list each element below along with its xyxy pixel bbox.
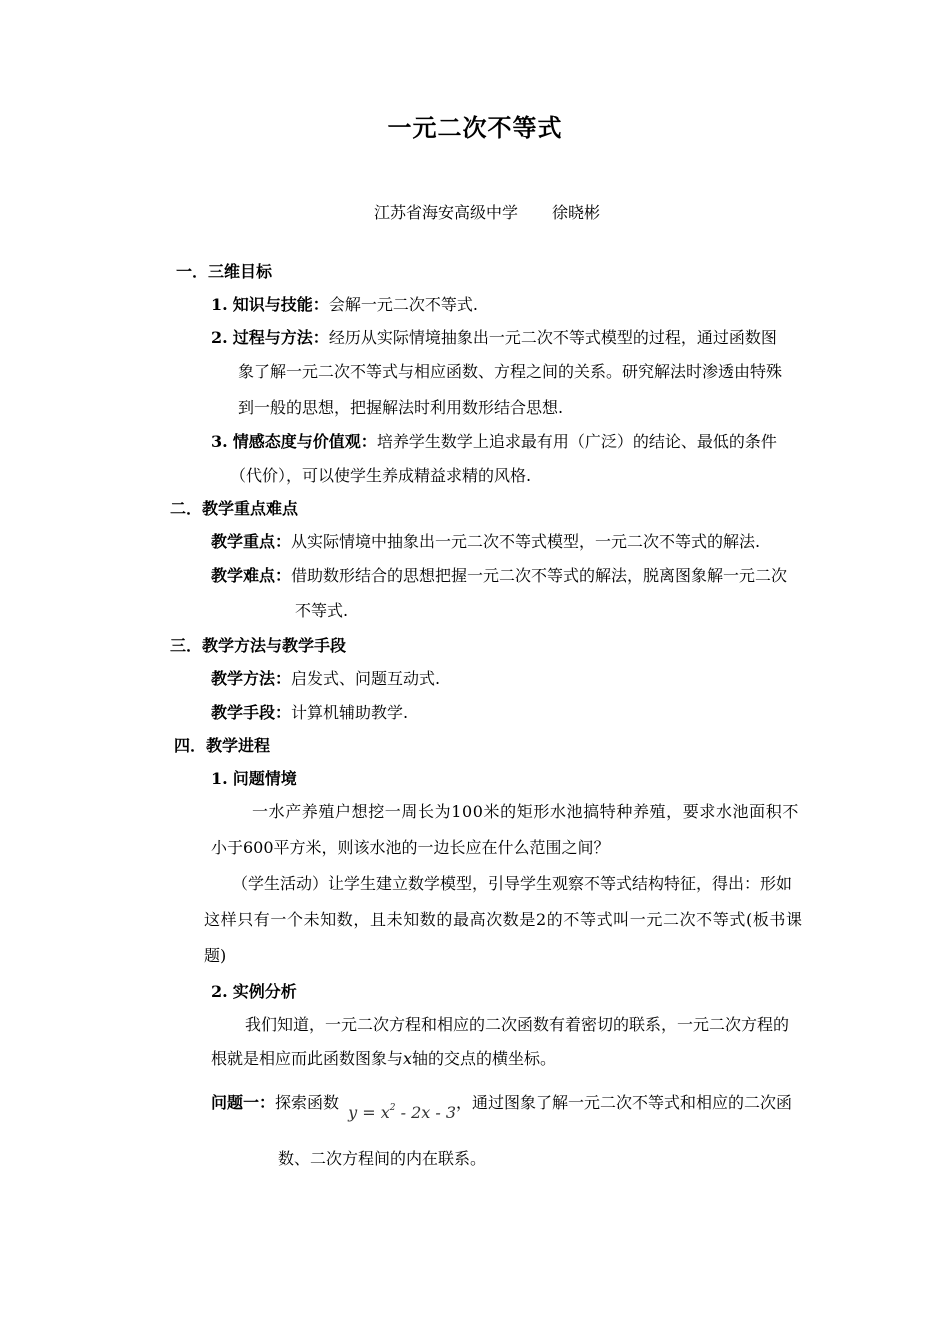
teaching-key-point: [211, 532, 760, 552]
objective-2: [211, 328, 777, 348]
author-name: 徐晓彬: [552, 203, 601, 222]
section-3-heading: 三．教学方法与教学手段: [170, 636, 347, 655]
section-1-heading: 一．三维目标: [176, 262, 273, 281]
teaching-method-text: 启发式、问题互动式.: [291, 669, 441, 688]
objective-3-text-line2: （代价），可以使学生养成精益求精的风格.: [230, 466, 532, 485]
problem-paragraph-line2: 小于600平方米，则该水池的一边长应在什么范围之间？: [211, 838, 610, 857]
subsection-1-title: 问题情境: [232, 769, 297, 788]
section-2-heading: 二．教学重点难点: [170, 499, 299, 518]
objective-1: [211, 295, 478, 315]
teaching-key-text: 从实际情境中抽象出一元二次不等式模型，一元二次不等式的解法.: [291, 532, 761, 551]
question-1: [211, 1088, 793, 1122]
teaching-difficulty: [211, 566, 787, 586]
subsection-1-num: 1.: [211, 769, 228, 788]
objective-3-label: 情感态度与价值观：: [232, 432, 377, 451]
objective-3-num: 3.: [211, 432, 228, 451]
objective-1-num: 1.: [211, 295, 228, 314]
activity-paragraph-line2: 这样只有一个未知数，且未知数的最高次数是2的不等式叫一元二次不等式(板书课: [204, 910, 803, 929]
author-line: [374, 203, 600, 223]
teaching-key-label: 教学重点：: [211, 532, 292, 551]
teaching-means-text: 计算机辅助教学.: [291, 703, 409, 722]
objective-1-label: 知识与技能：: [232, 295, 329, 314]
objective-3: [211, 432, 777, 452]
analysis-paragraph-line2: [211, 1049, 556, 1069]
subsection-2-num: 2.: [211, 982, 228, 1001]
question-1-label: 问题一：: [211, 1093, 276, 1112]
variable-x: x: [403, 1049, 413, 1068]
analysis-line2-part1: 根就是相应而此函数图象与: [211, 1049, 404, 1068]
objective-2-text-line2: 象了解一元二次不等式与相应函数、方程之间的关系。研究解法时渗透由特殊: [238, 362, 783, 381]
question-1-text-line2: 数、二次方程间的内在联系。: [278, 1149, 487, 1168]
objective-2-num: 2.: [211, 328, 228, 347]
formula-exponent: 2: [389, 1103, 396, 1113]
objective-2-label: 过程与方法：: [232, 328, 329, 347]
question-1-text-a: 探索函数: [275, 1093, 340, 1112]
objective-2-text-line1: 经历从实际情境抽象出一元二次不等式模型的过程，通过函数图: [328, 328, 777, 347]
activity-paragraph-line3: 题): [204, 946, 227, 965]
subsection-problem-situation: [211, 769, 297, 789]
problem-paragraph-line1: 一水产养殖户想挖一周长为100米的矩形水池搞特种养殖，要求水池面积不: [252, 802, 799, 821]
page-title: 一元二次不等式: [387, 113, 563, 142]
teaching-difficulty-text-line2: 不等式.: [295, 601, 349, 620]
formula-lhs: y = x: [348, 1103, 390, 1122]
analysis-paragraph-line1: 我们知道，一元二次方程和相应的二次函数有着密切的联系，一元二次方程的: [245, 1015, 790, 1034]
teaching-difficulty-label: 教学难点：: [211, 566, 292, 585]
subsection-example-analysis: [211, 982, 297, 1002]
author-school: 江苏省海安高级中学: [374, 203, 519, 222]
activity-paragraph-line1: （学生活动）让学生建立数学模型，引导学生观察不等式结构特征，得出：形如: [232, 874, 793, 893]
teaching-means: [211, 703, 408, 723]
objective-3-text-line1: 培养学生数学上追求最有用（广泛）的结论、最低的条件: [376, 432, 777, 451]
objective-1-text: 会解一元二次不等式.: [328, 295, 478, 314]
teaching-difficulty-text-line1: 借助数形结合的思想把握一元二次不等式的解法，脱离图象解一元二次: [291, 566, 788, 585]
teaching-method: [211, 669, 440, 689]
question-1-text-b: ，通过图象了解一元二次不等式和相应的二次函: [456, 1093, 793, 1112]
subsection-2-title: 实例分析: [232, 982, 297, 1001]
teaching-method-label: 教学方法：: [211, 669, 292, 688]
analysis-line2-part2: 轴的交点的横坐标。: [412, 1049, 557, 1068]
formula-rhs: - 2x - 3: [395, 1103, 457, 1122]
objective-2-text-line3: 到一般的思想，把握解法时利用数形结合思想.: [238, 398, 564, 417]
section-4-heading: 四．教学进程: [174, 736, 271, 755]
teaching-means-label: 教学手段：: [211, 703, 292, 722]
function-formula: [348, 1103, 456, 1122]
